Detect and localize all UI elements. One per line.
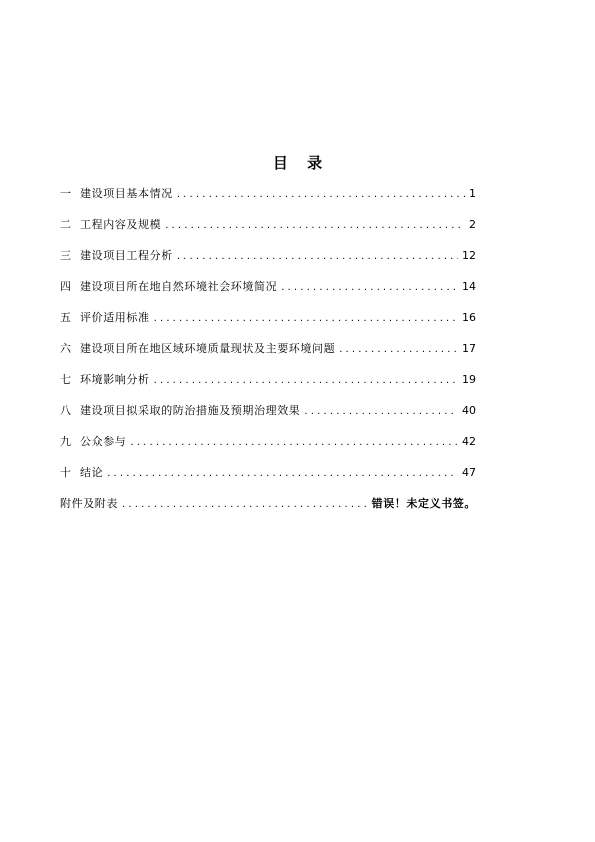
toc-entry-number: 一 [60,187,71,200]
toc-entry-appendix[interactable] [60,493,476,524]
toc-dot-leader [339,339,458,361]
toc-dot-leader [107,463,458,485]
toc-dot-leader [122,494,368,516]
toc-entry-number: 九 [60,435,71,448]
toc-entry[interactable] [60,462,476,493]
toc-entry-text: 工程内容及规模 [80,218,162,231]
toc-entry-page: 2 [469,218,476,231]
toc-entry-number: 二 [60,218,71,231]
toc-dot-leader [165,215,465,237]
toc-entry-text: 环境影响分析 [80,373,150,386]
toc-entry-text: 附件及附表 [60,497,118,510]
toc-entry[interactable] [60,400,476,431]
toc-entry[interactable] [60,214,476,245]
toc-entry[interactable] [60,183,476,214]
toc-entry-text: 公众参与 [80,435,127,448]
toc-entry-number: 七 [60,373,71,386]
toc-entry[interactable] [60,431,476,462]
toc-entry-text: 结论 [80,466,104,479]
toc-entry-page: 16 [462,311,476,324]
toc-entry-text: 建设项目所在地自然环境社会环境简况 [80,280,278,293]
toc-entry-page: 17 [462,342,476,355]
toc-dot-leader [304,401,458,423]
toc-title: 目 录 [272,154,323,172]
toc-entry-page: 42 [462,435,476,448]
toc-entry-text: 建设项目工程分析 [80,249,173,262]
toc-dot-leader [154,308,458,330]
toc-entry-page-error: 错误！未定义书签。 [371,497,476,510]
toc-entry-number: 六 [60,342,71,355]
toc-entry-page: 47 [462,466,476,479]
table-of-contents [60,183,476,524]
toc-entry-number: 四 [60,280,71,293]
toc-entry-page: 14 [462,280,476,293]
toc-entry-page: 1 [469,187,476,200]
toc-dot-leader [281,277,458,299]
toc-entry-page: 12 [462,249,476,262]
toc-entry-page: 40 [462,404,476,417]
toc-entry-text: 建设项目拟采取的防治措施及预期治理效果 [80,404,301,417]
toc-dot-leader [130,432,458,454]
toc-entry-number: 五 [60,311,71,324]
toc-entry[interactable] [60,245,476,276]
toc-entry-number: 三 [60,249,71,262]
toc-entry-text: 建设项目所在地区域环境质量现状及主要环境问题 [80,342,336,355]
toc-dot-leader [177,246,458,268]
toc-dot-leader [177,184,465,206]
toc-entry-page: 19 [462,373,476,386]
toc-dot-leader [154,370,458,392]
toc-entry[interactable] [60,307,476,338]
toc-entry-text: 建设项目基本情况 [80,187,173,200]
toc-entry-number: 十 [60,466,71,479]
toc-entry-number: 八 [60,404,71,417]
toc-entry[interactable] [60,369,476,400]
toc-entry[interactable] [60,338,476,369]
toc-entry-text: 评价适用标准 [80,311,150,324]
toc-entry[interactable] [60,276,476,307]
